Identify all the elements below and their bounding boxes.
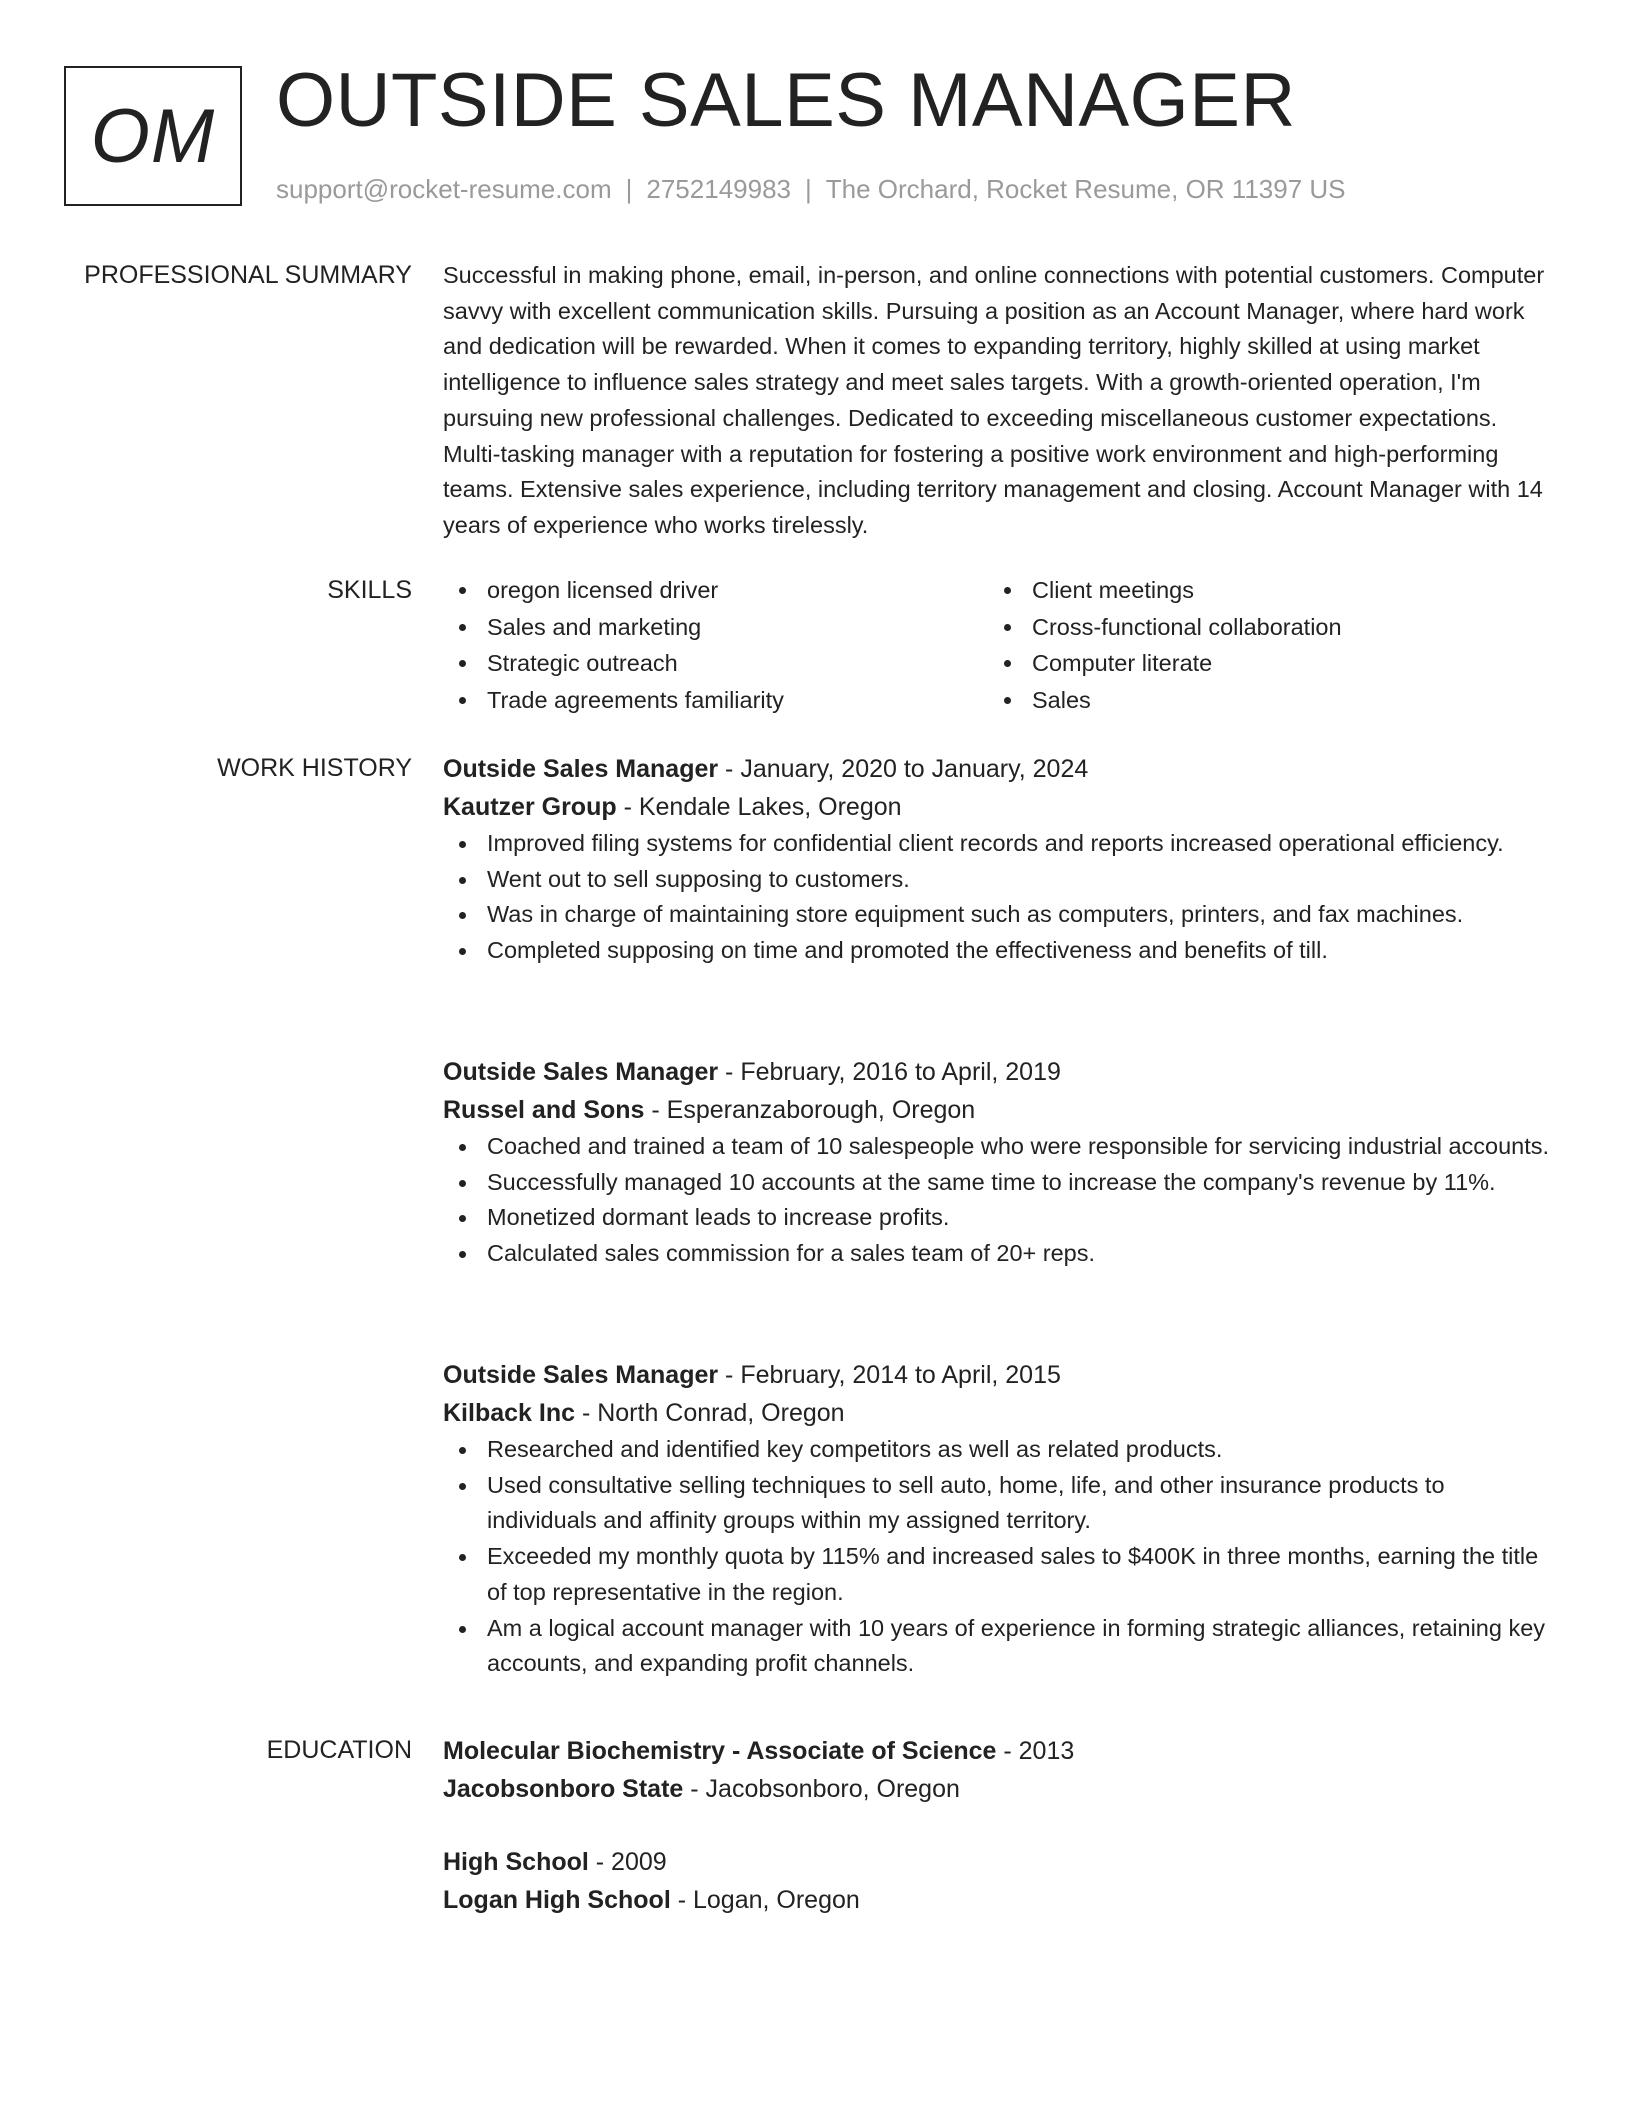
job-company: Russel and Sons — [443, 1096, 645, 1124]
job-dates: - February, 2014 to April, 2015 — [718, 1361, 1061, 1389]
job-company: Kilback Inc — [443, 1399, 575, 1427]
contact-line — [276, 172, 1346, 206]
skill-item: Sales and marketing — [443, 609, 988, 646]
skill-item: Cross-functional collaboration — [988, 609, 1533, 646]
job-bullet: Calculated sales commission for a sales team of 20+ reps. — [443, 1236, 1553, 1272]
education-degree-line — [443, 1843, 1553, 1881]
education-year: - 2009 — [588, 1848, 667, 1876]
contact-phone[interactable]: 2752149983 — [646, 174, 791, 204]
job-entry — [443, 1053, 1553, 1272]
education-location: - Jacobsonboro, Oregon — [683, 1775, 960, 1803]
job-bullet: Coached and trained a team of 10 salespeople who were responsible for servicing industrial accounts. — [443, 1129, 1553, 1165]
job-bullet: Researched and identified key competitors as well as related products. — [443, 1432, 1553, 1468]
job-location: - Esperanzaborough, Oregon — [644, 1096, 976, 1124]
job-bullet: Am a logical account manager with 10 years of experience in forming strategic alliances, retaining key accounts, and expanding profit channels. — [443, 1611, 1553, 1682]
education-degree: High School — [443, 1848, 589, 1876]
education-body — [443, 1732, 1553, 1919]
job-bullet: Monetized dormant leads to increase profits. — [443, 1200, 1553, 1236]
job-bullet: Went out to sell supposing to customers. — [443, 862, 1553, 898]
contact-address: The Orchard, Rocket Resume, OR 11397 US — [825, 174, 1346, 204]
skill-item: Sales — [988, 682, 1533, 719]
skills-column-2 — [988, 572, 1533, 718]
job-title: Outside Sales Manager — [443, 1361, 719, 1389]
job-title: Outside Sales Manager — [443, 755, 719, 783]
job-dates: - February, 2016 to April, 2019 — [718, 1058, 1061, 1086]
education-degree: Molecular Biochemistry - Associate of Science — [443, 1737, 997, 1765]
job-company: Kautzer Group — [443, 793, 617, 821]
resume-title: OUTSIDE SALES MANAGER — [276, 58, 1296, 143]
summary-body — [443, 258, 1553, 544]
contact-email[interactable]: support@rocket-resume.com — [276, 174, 612, 204]
job-entry — [443, 1356, 1553, 1682]
skill-item: Strategic outreach — [443, 645, 988, 682]
education-entry — [443, 1732, 1553, 1808]
education-school: Jacobsonboro State — [443, 1775, 684, 1803]
contact-separator: | — [625, 174, 633, 204]
summary-text: Successful in making phone, email, in-person, and online connections with potential customers. Computer savvy with excellent communication skills. Pursuing a position as an Account Manager, where hard work and dedication will be rewarded. When it comes to expanding territory, highly skilled at using market intelligence to influence sales strategy and meet sales targets. With a growth-oriented operation, I'm pursuing new professional challenges. Dedicated to exceeding miscellaneous customer expectations. Multi-tasking manager with a reputation for fostering a positive work environment and high-performing teams. Extensive sales experience, including territory management and closing. Account Manager with 14 years of experience who works tirelessly. — [443, 262, 1545, 538]
education-school: Logan High School — [443, 1886, 671, 1914]
education-year: - 2013 — [996, 1737, 1075, 1765]
job-bullet: Used consultative selling techniques to sell auto, home, life, and other insurance products to individuals and affinity groups within my assigned territory. — [443, 1468, 1553, 1539]
job-bullet: Exceeded my monthly quota by 115% and increased sales to $400K in three months, earning the title of top representative in the region. — [443, 1539, 1553, 1610]
job-location: - North Conrad, Oregon — [575, 1399, 845, 1427]
skill-item: Trade agreements familiarity — [443, 682, 988, 719]
job-dates: - January, 2020 to January, 2024 — [718, 755, 1089, 783]
job-bullets — [443, 826, 1553, 969]
job-company-line — [443, 1091, 1553, 1129]
job-entry — [443, 750, 1553, 969]
job-bullet: Successfully managed 10 accounts at the same time to increase the company's revenue by 11%. — [443, 1165, 1553, 1201]
section-heading-education: EDUCATION — [266, 1736, 412, 1764]
job-bullet: Improved filing systems for confidential client records and reports increased operational efficiency. — [443, 826, 1553, 862]
job-title: Outside Sales Manager — [443, 1058, 719, 1086]
job-bullet: Completed supposing on time and promoted the effectiveness and benefits of till. — [443, 933, 1553, 969]
monogram-initials: OM — [90, 93, 216, 179]
job-bullets — [443, 1129, 1553, 1272]
skills-column-1 — [443, 572, 988, 718]
education-school-line — [443, 1881, 1553, 1919]
job-location: - Kendale Lakes, Oregon — [616, 793, 902, 821]
monogram-box — [64, 66, 242, 206]
education-location: - Logan, Oregon — [670, 1886, 860, 1914]
job-bullet: Was in charge of maintaining store equipment such as computers, printers, and fax machines. — [443, 897, 1553, 933]
contact-separator: | — [805, 174, 812, 204]
job-title-line — [443, 1053, 1553, 1091]
section-heading-skills: SKILLS — [327, 576, 412, 604]
job-company-line — [443, 1394, 1553, 1432]
job-title-line — [443, 750, 1553, 788]
education-degree-line — [443, 1732, 1553, 1770]
education-school-line — [443, 1770, 1553, 1808]
skill-item: Client meetings — [988, 572, 1533, 609]
education-entry — [443, 1843, 1553, 1919]
job-bullets — [443, 1432, 1553, 1682]
section-heading-summary: PROFESSIONAL SUMMARY — [84, 261, 412, 289]
skill-item: Computer literate — [988, 645, 1533, 682]
skills-grid — [443, 572, 1553, 718]
skill-item: oregon licensed driver — [443, 572, 988, 609]
job-title-line — [443, 1356, 1553, 1394]
section-heading-work-history: WORK HISTORY — [217, 754, 412, 782]
job-company-line — [443, 788, 1553, 826]
